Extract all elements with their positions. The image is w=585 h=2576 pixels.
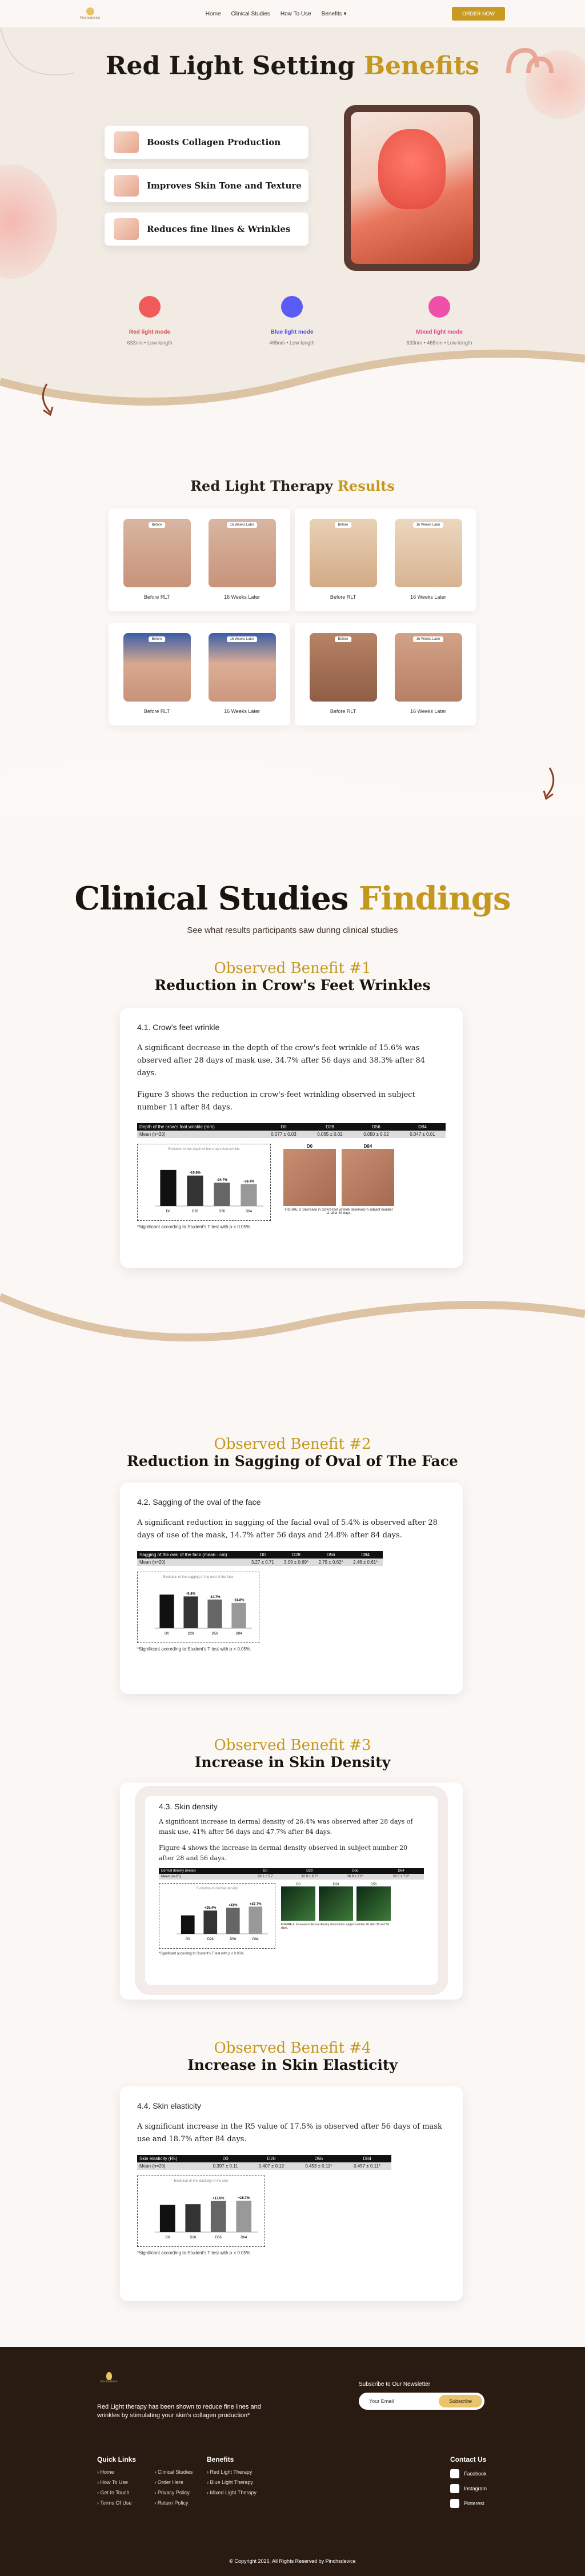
social-instagram[interactable] [450, 2484, 487, 2493]
social-facebook[interactable] [450, 2469, 487, 2478]
chart-tick-label: D84 [252, 1938, 259, 1941]
chart-box [137, 1572, 259, 1643]
chart-data-label: +17.5% [212, 2197, 225, 2201]
chart-bar [160, 2205, 175, 2232]
chart-bar [214, 1183, 230, 1206]
table-header: D28 [279, 1551, 314, 1559]
footer-logo-icon [106, 2372, 112, 2380]
result-caption: Before RLT [143, 708, 170, 714]
benefit-card-skin-tone [105, 169, 308, 202]
result-card-4 [295, 623, 476, 726]
hero-title [0, 51, 585, 81]
table-cell: 0.047 ± 0.01 [399, 1131, 446, 1138]
image-badge: 16 Weeks Later [227, 636, 258, 642]
nav-home[interactable]: Home [205, 10, 221, 17]
study-paragraph: A significant decrease in the depth of the crow's feet wrinkle of 15.6% was observed after 28 days of mask use, 34.7% after 56 days and 38.3% after 84 days. [137, 1044, 425, 1077]
chart-box [137, 2176, 265, 2247]
photo-pair [283, 1144, 394, 1206]
chart-data-label: -34.7% [216, 1179, 228, 1182]
table-cell: 0.077 ± 0.03 [261, 1131, 307, 1138]
chart-tick-label: D56 [211, 1632, 218, 1636]
table-cell: 0.065 ± 0.02 [307, 1131, 353, 1138]
photo-pair [281, 1883, 391, 1921]
study-footnote: *Significant according to Student's T test with p < 0.05%. [137, 2250, 252, 2255]
photo-col [283, 1144, 336, 1206]
study-footnote: *Significant according to Student's T test with p < 0.05%. [137, 1224, 252, 1229]
result-before [123, 633, 191, 726]
table-cell: 38.5 ± 7.2* [378, 1874, 424, 1880]
main-nav [206, 11, 347, 17]
footer-link-label: Red Light Therapy [210, 2469, 253, 2475]
hero-title-accent: Benefits [363, 51, 480, 81]
clinical-title [0, 880, 585, 918]
result-before [310, 519, 377, 611]
footer-link-terms[interactable]: › Terms Of Use [97, 2500, 132, 2506]
chart-tick-label: D28 [191, 1210, 199, 1213]
social-label: Pinterest [464, 2501, 484, 2506]
study-figures [159, 1883, 424, 1949]
table-cell: 0.453 ± 0.11* [294, 2162, 343, 2170]
footer-link-get-in-touch[interactable]: › Get In Touch [97, 2490, 130, 2495]
instagram-icon [450, 2484, 459, 2493]
chart-bar [160, 1170, 176, 1206]
table-header: D84 [399, 1123, 446, 1131]
after-face-image [395, 519, 462, 587]
study-card-2 [120, 1483, 463, 1694]
result-caption: Before RLT [330, 594, 356, 600]
chart-tick-label: D28 [190, 2236, 197, 2240]
mode-name: Red light mode [129, 329, 171, 335]
footer-link-label: Order Here [157, 2479, 183, 2485]
study-footnote: *Significant according to Student's T test with p < 0.05%. [159, 1952, 245, 1956]
table-header: Dermal density (mean) [159, 1868, 244, 1874]
result-after [395, 633, 462, 726]
chart-box [159, 1883, 275, 1949]
chart-bar [207, 1600, 222, 1628]
mode-wavelength: 633nm • 465nm • Low length [406, 340, 472, 346]
result-after [395, 519, 462, 611]
clinical-subtitle: See what results participants saw during clinical studies [187, 926, 398, 935]
result-caption: 16 Weeks Later [224, 594, 260, 600]
result-before [310, 633, 377, 726]
hero-pink-glow [0, 165, 57, 279]
social-label: Facebook [464, 2471, 487, 2477]
result-card-3 [109, 623, 290, 726]
benefit-4-title: Increase in Skin Elasticity [187, 2057, 398, 2073]
footer-logo-text: Pinchsdevice [101, 2380, 118, 2383]
before-face-image [123, 519, 191, 587]
table-header: D84 [343, 2155, 391, 2162]
copyright: © Copyright 2026, All Rights Reserved by Pinchsdevice [229, 2558, 356, 2564]
chart-bar [203, 1910, 217, 1934]
chart-bar [187, 1176, 203, 1206]
chart-bar [183, 1596, 198, 1628]
newsletter-email-input[interactable]: Your Email [369, 2398, 394, 2404]
chart-bar [241, 1184, 257, 1206]
study-inner-card [145, 1796, 438, 1985]
photo-col [356, 1883, 391, 1921]
footer-link-order-here[interactable]: › Order Here [154, 2479, 183, 2485]
chart-tick-label: D56 [218, 1210, 226, 1213]
table-cell: Mean (n=20) [137, 2162, 203, 2170]
footer-link-label: Get In Touch [100, 2490, 130, 2495]
chart-data-label: -14.7% [209, 1595, 221, 1599]
chart-data-label: +26.4% [204, 1906, 217, 1910]
chart-tick-label: D84 [245, 1210, 253, 1213]
footer-link-privacy[interactable]: › Privacy Policy [154, 2490, 190, 2495]
density-photo-d0 [281, 1886, 315, 1921]
benefit-card-wrinkles [105, 213, 308, 246]
photo-label: D84 [363, 1144, 372, 1149]
photo-comparison [281, 1883, 391, 1949]
footer-link-mixed-light[interactable]: › Mixed Light Therapy [207, 2490, 257, 2495]
table-cell: 32.9 ± 6.5* [287, 1874, 332, 1880]
chevron-down-icon: ▾ [343, 10, 347, 17]
benefit-4-label: Observed Benefit #4 [214, 2040, 371, 2057]
quick-links-heading: Quick Links [97, 2455, 137, 2463]
benefit-thumb-image [114, 218, 139, 240]
study-heading: 4.2. Sagging of the oval of the face [137, 1497, 261, 1507]
chart-bar [249, 1906, 262, 1934]
site-footer [0, 2347, 585, 2576]
nav-benefits[interactable] [322, 11, 347, 17]
result-card-2 [295, 508, 476, 611]
study-heading: 4.4. Skin elasticity [137, 2101, 202, 2110]
footer-link-home[interactable]: › Home [97, 2469, 114, 2475]
image-badge: Before [149, 636, 166, 642]
footer-link-label: Blue Light Therapy [210, 2479, 253, 2485]
benefit-label: Reduces fine lines & Wrinkles [147, 224, 291, 234]
chart-caption: Evolution of dermal density [196, 1887, 238, 1890]
chart-tick-label: D56 [215, 2236, 222, 2240]
mixed-light-dot-icon [428, 296, 450, 318]
table-header: D84 [348, 1551, 383, 1559]
social-label: Instagram [464, 2486, 487, 2491]
benefit-thumb-image [114, 175, 139, 197]
site-logo[interactable] [80, 7, 100, 20]
result-before [123, 519, 191, 611]
table-cell: 2.79 ± 0.62* [314, 1559, 348, 1566]
clinical-title-plain: Clinical Studies [74, 880, 348, 918]
chart-bar [159, 1595, 174, 1628]
benefit-2-title: Reduction in Sagging of Oval of The Face [127, 1453, 458, 1469]
table-cell: 36.8 ± 7.6* [332, 1874, 378, 1880]
footer-link-label: How To Use [100, 2479, 128, 2485]
table-header: D56 [332, 1868, 378, 1874]
chart-tick-label: D0 [165, 2236, 170, 2240]
footer-benefits [207, 2455, 257, 2500]
chart-bar [231, 1603, 246, 1628]
study-paragraph: Figure 3 shows the reduction in crow's-feet wrinkling observed in subject number 11 after 84 days. [137, 1091, 415, 1112]
footer-link-return[interactable]: › Return Policy [154, 2500, 189, 2506]
photo-label: D0 [306, 1144, 313, 1149]
site-header [0, 0, 585, 27]
section-wave [0, 737, 585, 817]
results-title [0, 478, 585, 494]
results-title-accent: Results [337, 478, 395, 494]
footer-link-label: Privacy Policy [157, 2490, 190, 2495]
device-photo-frame [344, 105, 480, 271]
table-header: D84 [378, 1868, 424, 1874]
chart-bar [185, 2204, 201, 2232]
subscribe-button[interactable]: Subscribe [439, 2395, 482, 2407]
result-after [209, 633, 276, 726]
table-cell: 0.457 ± 0.11* [343, 2162, 391, 2170]
study-heading: 4.1. Crow's feet wrinkle [137, 1023, 220, 1032]
table-header: Skin elasticity (R5) [137, 2155, 203, 2162]
photo-label: D0 [296, 1883, 300, 1886]
chart-tick-label: D28 [207, 1938, 214, 1941]
newsletter-form [359, 2393, 484, 2410]
chart-data-label: -15.6% [189, 1171, 201, 1175]
footer-contact [450, 2455, 487, 2514]
benefit-2-label: Observed Benefit #2 [214, 1436, 371, 1453]
result-caption: 16 Weeks Later [410, 708, 446, 714]
chart-tick-label: D0 [165, 1632, 169, 1636]
sagging-chart [141, 1579, 255, 1636]
footer-tagline: Red Light therapy has been shown to reduce fine lines and wrinkles by stimulating your skin's collagen production* [97, 2403, 261, 2419]
quick-links-columns [97, 2469, 193, 2510]
chart-data-label: +41% [228, 1904, 238, 1908]
benefit-3-title: Increase in Skin Density [194, 1754, 391, 1770]
chart-data-label: +18.7% [238, 2197, 250, 2201]
mode-red [93, 296, 207, 346]
elasticity-chart [141, 2183, 261, 2240]
benefit-label: Improves Skin Tone and Texture [147, 181, 302, 191]
table-header: D0 [261, 1123, 307, 1131]
woman-wearing-led-mask-image [351, 112, 473, 264]
hero-wave [0, 347, 585, 427]
mode-mixed [382, 296, 496, 346]
result-caption: 16 Weeks Later [410, 594, 446, 600]
nav-how-to-use[interactable]: How To Use [280, 10, 311, 17]
table-cell: 3.27 ± 0.71 [246, 1559, 279, 1566]
chart-bar [211, 2201, 226, 2232]
table-cell: 0.050 ± 0.02 [353, 1131, 399, 1138]
table-cell: 3.09 ± 0.69* [279, 1559, 314, 1566]
result-caption: Before RLT [143, 594, 170, 600]
quick-links-col [97, 2469, 131, 2510]
footer-link-label: Mixed Light Therapy [210, 2490, 257, 2495]
led-mask-shape [378, 129, 446, 209]
density-photo-d28 [319, 1886, 353, 1921]
nav-benefits-label: Benefits [321, 10, 342, 17]
study-table [137, 1123, 446, 1138]
table-cell: 26.1 ± 5.7 [244, 1874, 287, 1880]
before-neck-image [123, 633, 191, 702]
benefit-label: Boosts Collagen Production [147, 137, 281, 147]
table-cell: 0.407 ± 0.12 [249, 2162, 295, 2170]
benefit-3-label: Observed Benefit #3 [214, 1737, 371, 1754]
footer-link-how-to-use[interactable]: › How To Use [97, 2479, 128, 2485]
pinterest-icon [450, 2499, 459, 2508]
before-face-image [310, 519, 377, 587]
benefit-1-title: Reduction in Crow's Feet Wrinkles [154, 977, 431, 993]
table-header: D0 [244, 1868, 287, 1874]
benefit-1-label: Observed Benefit #1 [214, 960, 371, 977]
footer-logo[interactable] [101, 2372, 117, 2383]
curved-arrow-icon [532, 766, 561, 806]
chart-bar [181, 1916, 195, 1934]
study-paragraph: A significant increase in dermal density of 26.4% was observed after 28 days of mask use, 41% after 56 days and 47.7% after 84 days. [159, 1818, 413, 1836]
hero-section [0, 27, 585, 427]
result-card-1 [109, 508, 290, 611]
nav-clinical-studies[interactable]: Clinical Studies [231, 10, 270, 17]
footer-link-blue-light[interactable]: › Blue Light Therapy [207, 2479, 253, 2485]
study-table [159, 1868, 424, 1880]
quick-links [97, 2455, 193, 2510]
blue-light-dot-icon [281, 296, 303, 318]
footer-link-label: Clinical Studies [157, 2469, 193, 2475]
study-card-3 [120, 1782, 463, 2000]
results-title-plain: Red Light Therapy [190, 478, 333, 494]
chart-caption: Evolution of the elasticity of the skin [174, 2180, 229, 2183]
footer-link-label: Home [100, 2469, 114, 2475]
photo-label: D56 [370, 1883, 377, 1886]
chart-tick-label: D0 [185, 1938, 190, 1941]
study-card-4 [120, 2086, 463, 2301]
table-cell: Mean (n=20) [159, 1874, 244, 1880]
density-chart [163, 1890, 271, 1942]
study-paragraph: A significant reduction in sagging of the facial oval of 5.4% is observed after 28 days of use of the mask, 14.7% after 56 days and 24.8% after 84 days. [137, 1519, 438, 1540]
chart-tick-label: D84 [241, 2236, 247, 2240]
result-caption: Before RLT [330, 708, 356, 714]
hero-title-plain: Red Light Setting [105, 51, 355, 81]
chart-caption: Evolution of the depth of the crow's foot wrinkle [168, 1148, 240, 1151]
density-photo-d56 [356, 1886, 391, 1921]
wrinkle-depth-chart [141, 1151, 267, 1214]
image-badge: 16 Weeks Later [227, 522, 258, 528]
footer-link-label: Return Policy [157, 2500, 189, 2506]
mode-name: Blue light mode [270, 329, 314, 335]
clinical-title-accent: Findings [358, 880, 511, 918]
chart-box [137, 1144, 271, 1221]
chart-data-label: -5.4% [186, 1592, 195, 1596]
photo-col [342, 1144, 394, 1206]
figure-caption: FIGURE 4: Increase in dermal density observed in subject number 20 after 28 and 56 days. [281, 1923, 389, 1930]
photo-col [319, 1883, 353, 1921]
photo-comparison [283, 1144, 394, 1221]
study-table [137, 1551, 383, 1566]
footer-link-clinical-studies[interactable]: › Clinical Studies [154, 2469, 193, 2475]
footer-link-label: Terms Of Use [100, 2500, 132, 2506]
mode-blue [235, 296, 349, 346]
order-now-button[interactable]: ORDER NOW [452, 7, 505, 21]
study-heading: 4.3. Skin density [159, 1802, 218, 1811]
mode-wavelength: 633nm • Low length [127, 340, 173, 346]
table-header: D28 [249, 2155, 295, 2162]
table-cell: 0.397 ± 0.11 [203, 2162, 249, 2170]
image-badge: Before [335, 636, 352, 642]
photo-label: D28 [332, 1883, 339, 1886]
table-header: D0 [246, 1551, 279, 1559]
newsletter-heading: Subscribe to Our Newsletter [359, 2381, 431, 2387]
study-paragraph: Figure 4 shows the increase in dermal density observed in subject number 20 after 28 and 56 days. [159, 1844, 408, 1862]
table-header: D56 [314, 1551, 348, 1559]
chart-caption: Evolution of the sagging of the oval of the face [163, 1576, 234, 1579]
chart-tick-label: D56 [230, 1938, 237, 1941]
photo-col [281, 1883, 315, 1921]
table-header: Depth of the crow's foot wrinkle (mm) [137, 1123, 261, 1131]
facebook-icon [450, 2469, 459, 2478]
benefit-thumb-image [114, 131, 139, 153]
mode-name: Mixed light mode [416, 329, 463, 335]
study-footnote: *Significant according to Student's T test with p < 0.05%. [137, 1646, 252, 1652]
chart-data-label: -38.3% [243, 1180, 255, 1184]
table-cell: Mean (n=20) [137, 1559, 246, 1566]
study-paragraph: A significant increase in the R5 value of 17.5% is observed after 56 days of mask use and 18.7% after 84 days. [137, 2122, 442, 2144]
chart-tick-label: D84 [235, 1632, 242, 1636]
table-header: D56 [353, 1123, 399, 1131]
table-header: D28 [307, 1123, 353, 1131]
table-header: D28 [287, 1868, 332, 1874]
image-badge: Before [149, 522, 166, 528]
table-cell: Mean (n=20) [137, 1131, 261, 1138]
section-wave [0, 1280, 585, 1394]
logo-text: Pinchsdevice [80, 17, 101, 20]
benefit-card-collagen [105, 126, 308, 159]
red-light-dot-icon [139, 296, 161, 318]
image-badge: Before [335, 522, 352, 528]
table-cell: 2.46 ± 0.61* [348, 1559, 383, 1566]
logo-mark-icon [86, 7, 94, 15]
after-eye-image [395, 633, 462, 702]
chart-tick-label: D0 [166, 1210, 171, 1213]
chart-bar [236, 2201, 251, 2232]
result-caption: 16 Weeks Later [224, 708, 260, 714]
image-badge: 16 Weeks Later [413, 522, 444, 528]
contact-heading: Contact Us [450, 2455, 487, 2463]
image-badge: 16 Weeks Later [413, 636, 444, 642]
table-header: Sagging of the oval of the face (mean - cm) [137, 1551, 246, 1559]
benefits-heading: Benefits [207, 2455, 234, 2463]
wrinkle-photo-d0 [283, 1149, 336, 1206]
curved-arrow-icon [35, 382, 64, 422]
after-face-image [209, 519, 276, 587]
chart-data-label: -24.8% [233, 1599, 245, 1603]
social-pinterest[interactable] [450, 2499, 487, 2508]
chart-bar [226, 1908, 240, 1934]
before-eye-image [310, 633, 377, 702]
quick-links-col [154, 2469, 193, 2510]
figure-caption: FIGURE 3: Decrease in crow's-foot wrinkle observed in subject number 11 after 84 days. [285, 1208, 393, 1215]
mode-wavelength: 465nm • Low length [269, 340, 315, 346]
chart-data-label: +47.7% [249, 1902, 262, 1906]
wrinkle-photo-d84 [342, 1149, 394, 1206]
study-figures [137, 1144, 446, 1221]
study-table [137, 2155, 391, 2170]
result-after [209, 519, 276, 611]
study-card-1 [120, 1008, 463, 1268]
footer-link-red-light[interactable]: › Red Light Therapy [207, 2469, 253, 2475]
table-header: D0 [203, 2155, 249, 2162]
table-header: D56 [294, 2155, 343, 2162]
chart-tick-label: D28 [187, 1632, 194, 1636]
after-neck-image [209, 633, 276, 702]
